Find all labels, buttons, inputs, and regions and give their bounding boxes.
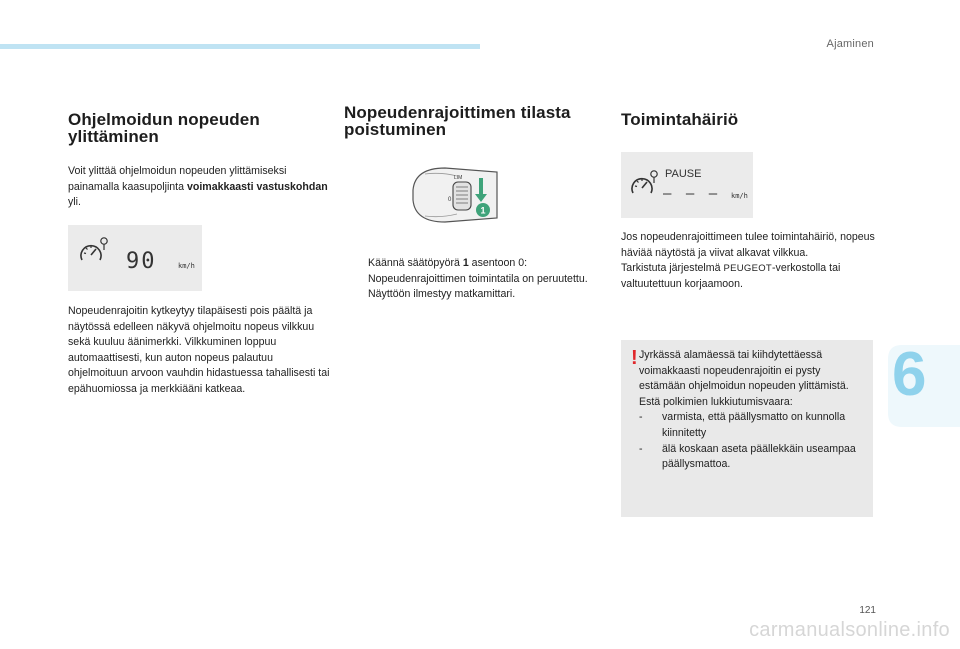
watermark: carmanualsonline.info (749, 619, 950, 641)
brand-name: PEUGEOT (723, 263, 773, 275)
callout-number: 1 (480, 205, 486, 216)
section-label: Ajaminen (826, 38, 874, 50)
header-accent-bar (0, 44, 480, 49)
page-number: 121 (859, 605, 876, 616)
speed-unit: km/h (178, 262, 195, 270)
speed-value: 90 (126, 249, 157, 274)
column1-body: Nopeudenrajoitin kytkeytyy tilapäisesti pois päältä ja näytössä edelleen näkyvä ohjelmoitu nopeus vilkkuu sekä kuuluu äänimerkki. Vilkkuminen loppuu automaattisesti, kun auton nopeus palautuu ohjelmoituun arvoon vauhdin hidastuessa tahallisesti tai epähuomiossa ja merkkiääni katkeaa. (68, 305, 330, 395)
list-item: - älä koskaan aseta päällekkäin useampaa päällysmattoa. (639, 442, 856, 471)
fault-action: Tarkistuta järjestelmä PEUGEOT-verkostolla tai valtuutettuun korjaamoon. (621, 262, 841, 290)
column1-title: Ohjelmoidun nopeuden ylittäminen (68, 110, 260, 146)
speed-unit: km/h (731, 192, 748, 200)
warning-text: Jyrkässä alamäessä tai kiihdytettäessä voimakkaasti nopeudenrajoitin ei pysty estämään ohjelmoidun nopeuden ylittämistä. (639, 349, 849, 393)
callout-reference: 1 (462, 257, 469, 269)
limiter-indicator-icon (649, 170, 659, 184)
warning-lead: Estä polkimien lukkiutumisvaara: (639, 395, 793, 408)
column1-intro: Voit ylittää ohjelmoidun nopeuden ylittämiseksi painamalla kaasupoljinta voimakkaasti vastuskohdan yli. (68, 165, 328, 209)
fault-display-panel (621, 152, 753, 218)
fault-dashes: – – – (663, 186, 721, 202)
warning-box (621, 340, 873, 517)
column3-body (621, 230, 876, 292)
speed-display-panel (68, 225, 202, 291)
knob-label-zero: 0 (448, 197, 452, 203)
knob-label-lim: LIM (454, 175, 463, 181)
steering-stalk-illustration (405, 160, 505, 230)
chapter-number: 6 (892, 340, 927, 409)
pause-status: PAUSE (665, 168, 702, 180)
column3-title: Toimintahäiriö (621, 110, 739, 129)
column2-title: Nopeudenrajoittimen tilasta poistuminen (344, 103, 571, 139)
list-item: - varmista, että päällysmatto on kunnolla kiinnitetty (639, 411, 846, 439)
limiter-indicator-icon (99, 237, 109, 251)
warning-icon: ! (631, 347, 638, 369)
warning-content (639, 348, 867, 473)
column2-instruction-text: Käännä säätöpyörä 1 asentoon 0: Nopeudenrajoittimen toimintatila on peruutettu. Näyttöön ilmestyy matkamittari. (368, 257, 588, 301)
column1-intro-emphasis: voimakkaasti vastuskohdan (186, 180, 328, 193)
fault-description: Jos nopeudenrajoittimeen tulee toimintahäiriö, nopeus häviää näytöstä ja viivat alkavat vilkkua. (621, 231, 875, 259)
